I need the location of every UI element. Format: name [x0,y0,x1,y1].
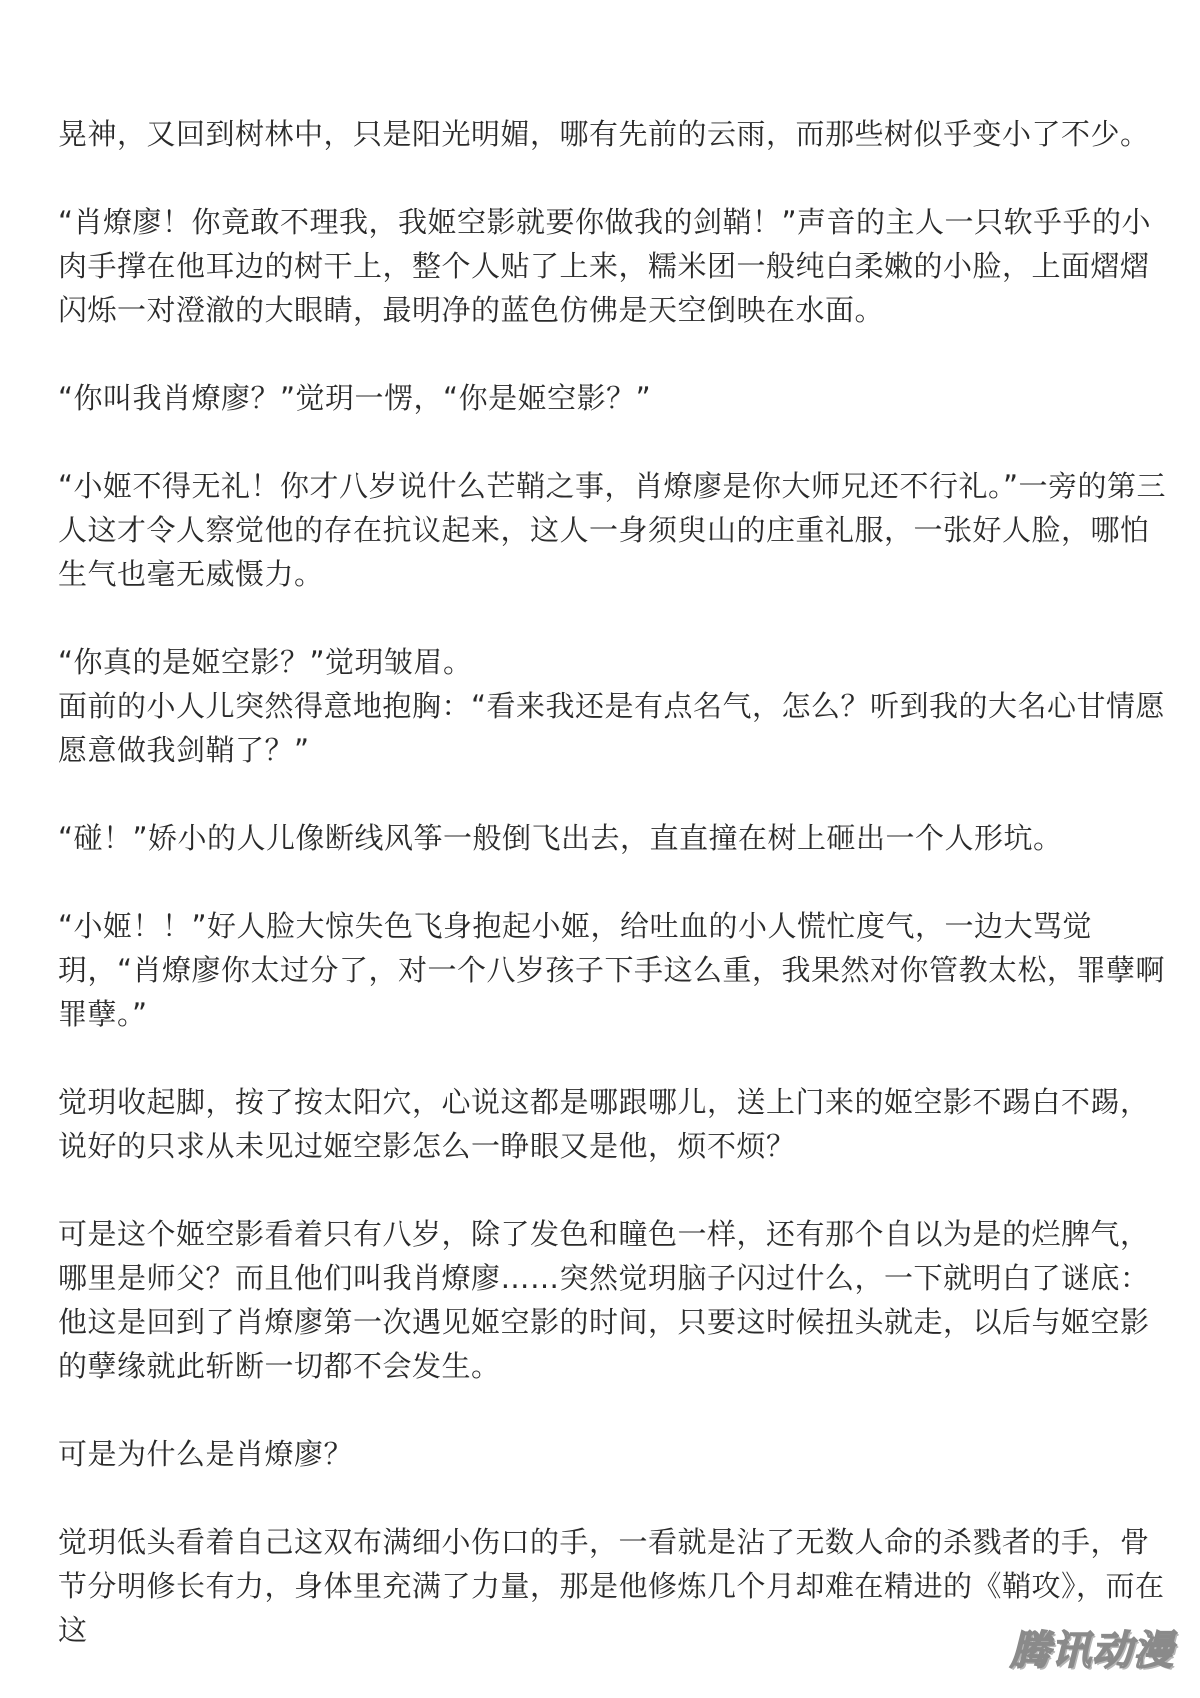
watermark-logo: 腾讯动漫 [1010,1628,1174,1674]
paragraph: “小姬不得无礼！你才八岁说什么芒鞘之事，肖燎廖是你大师兄还不行礼。”一旁的第三人这才令人察觉他的存在抗议起来，这人一身须臾山的庄重礼服，一张好人脸，哪怕生气也毫无威慑力。 [58,469,1167,591]
paragraph-gap [58,420,1168,464]
paragraph: 他这是回到了肖燎廖第一次遇见姬空影的时间，只要这时候扭头就走，以后与姬空影的孽缘就此斩断一切都不会发生。 [58,1305,1150,1383]
story-text [58,112,1168,1652]
paragraph-gap [58,1476,1168,1520]
paragraph: “你叫我肖燎廖？”觉玥一愣，“你是姬空影？” [58,381,652,415]
paragraph: 觉玥收起脚，按了按太阳穴，心说这都是哪跟哪儿，送上门来的姬空影不踢白不踢，说好的只求从未见过姬空影怎么一睁眼又是他，烦不烦？ [58,1085,1150,1163]
paragraph: 觉玥低头看着自己这双布满细小伤口的手，一看就是沾了无数人命的杀戮者的手，骨节分明修长有力，身体里充满了力量，那是他修炼几个月却难在精进的《鞘攻》，而在这 [58,1525,1165,1647]
paragraph: “小姬！！”好人脸大惊失色飞身抱起小姬，给吐血的小人慌忙度气，一边大骂觉玥，“肖燎廖你太过分了，对一个八岁孩子下手这么重，我果然对你管教太松，罪孽啊罪孽。” [58,909,1166,1031]
paragraph: 可是这个姬空影看着只有八岁，除了发色和瞳色一样，还有那个自以为是的烂脾气，哪里是师父？而且他们叫我肖燎廖……突然觉玥脑子闪过什么，一下就明白了谜底： [58,1217,1150,1295]
paragraph: 面前的小人儿突然得意地抱胸：“看来我还是有点名气，怎么？听到我的大名心甘情愿愿意做我剑鞘了？” [58,689,1166,767]
paragraph-gap [58,860,1168,904]
paragraph-gap [58,1036,1168,1080]
paragraph: “你真的是姬空影？”觉玥皱眉。 [58,645,473,679]
paragraph-gap [58,1388,1168,1432]
paragraph-gap [58,1168,1168,1212]
paragraph: 晃神，又回到树林中，只是阳光明媚，哪有先前的云雨，而那些树似乎变小了不少。 [58,117,1150,151]
paragraph-gap [58,772,1168,816]
paragraph-gap [58,332,1168,376]
paragraph-gap [58,596,1168,640]
paragraph: 可是为什么是肖燎廖？ [58,1437,354,1471]
paragraph-gap [58,156,1168,200]
paragraph: “碰！”娇小的人儿像断线风筝一般倒飞出去，直直撞在树上砸出一个人形坑。 [58,821,1063,855]
paragraph: “肖燎廖！你竟敢不理我，我姬空影就要你做我的剑鞘！”声音的主人一只软乎乎的小肉手撑在他耳边的树干上，整个人贴了上来，糯米团一般纯白柔嫩的小脸，上面熠熠闪烁一对澄澈的大眼睛，最明净的蓝色仿佛是天空倒映在水面。 [58,205,1152,327]
